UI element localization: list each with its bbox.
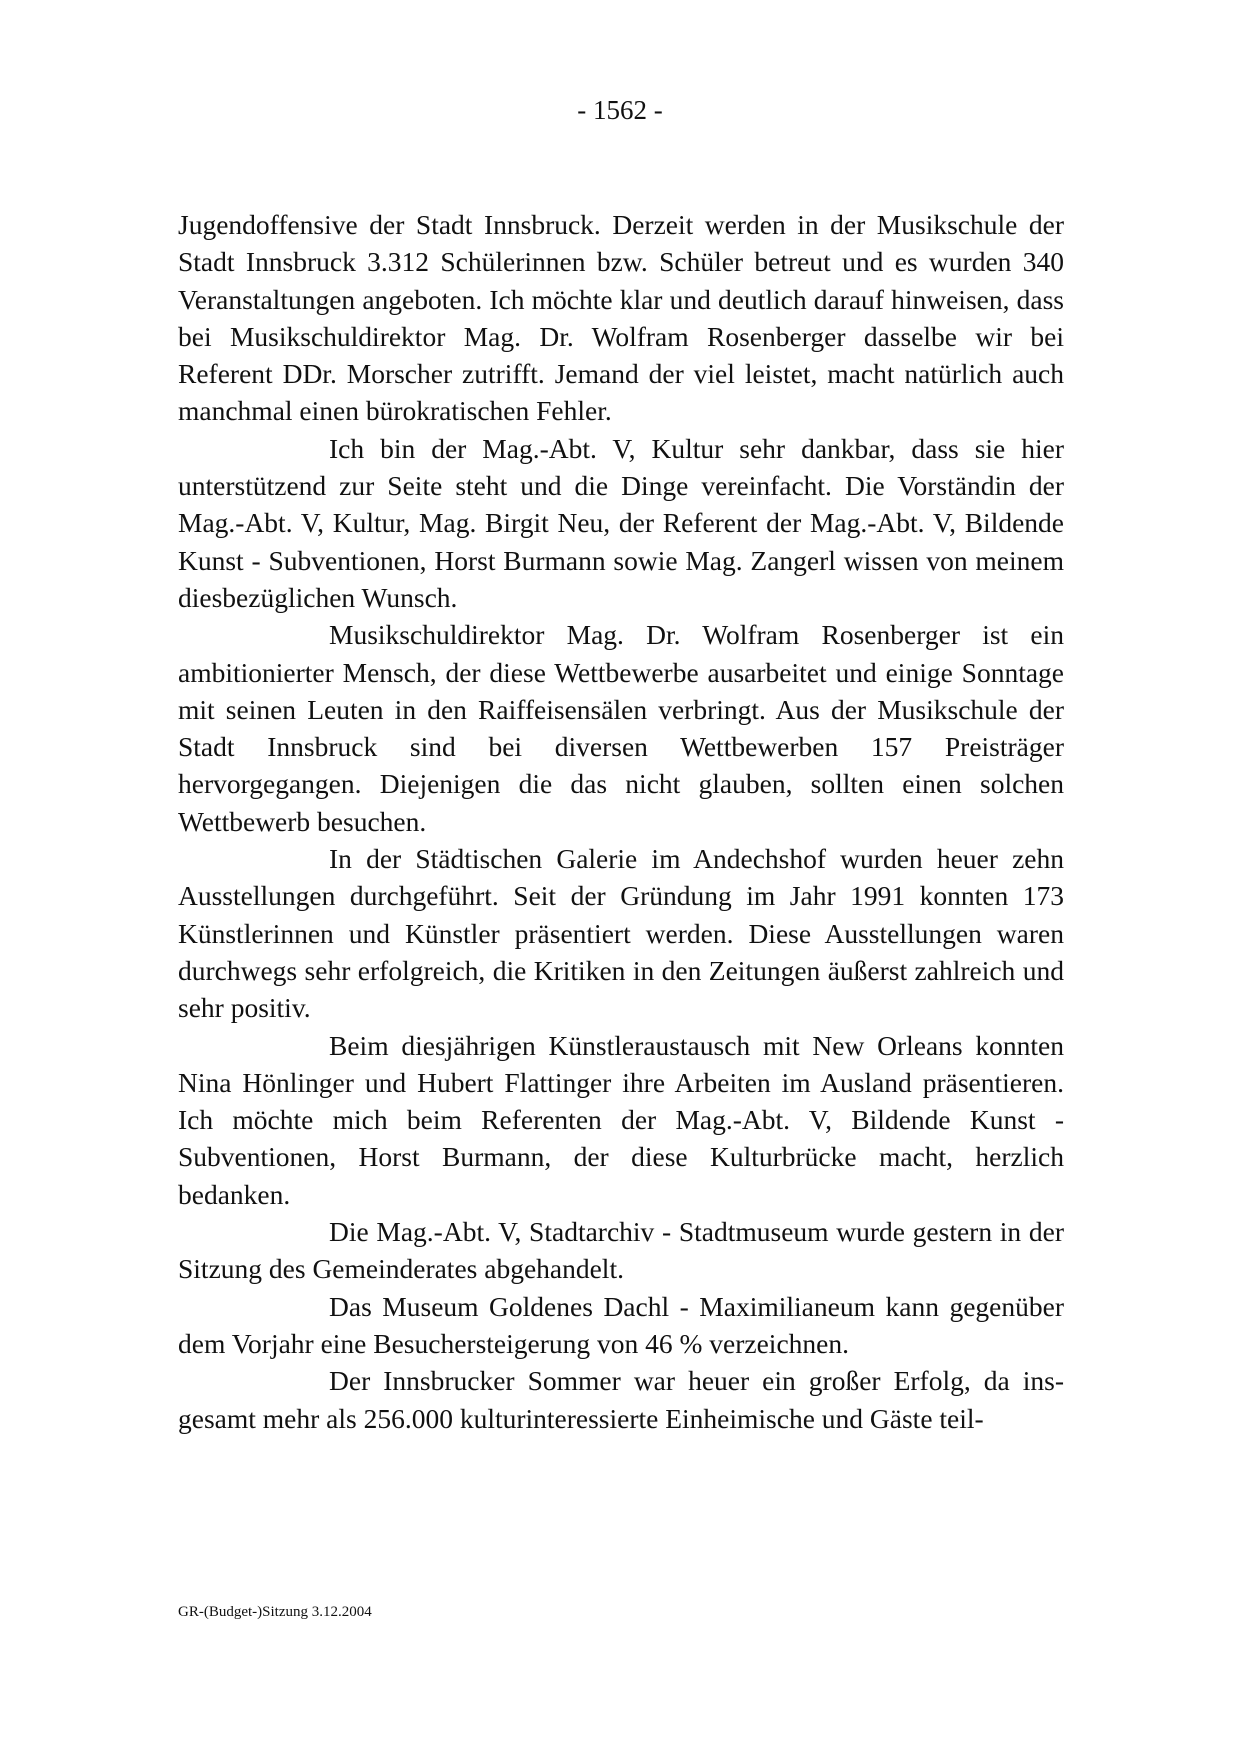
paragraph: Das Museum Goldenes Dachl - Maximilianeum kann gegenüber dem Vorjahr eine Besuchersteigerung von 46 % verzeichnen.	[178, 1290, 1064, 1359]
footer-session-label: GR-(Budget-)Sitzung 3.12.2004	[178, 1604, 372, 1620]
paragraph: Ich bin der Mag.-Abt. V, Kultur sehr dankbar, dass sie hier unterstützend zur Seite steht und die Dinge vereinfacht. Die Vorständin der Mag.-Abt. V, Kultur, Mag. Birgit Neu, der Referent der Mag.-Abt. V, Bildende Kunst - Subventionen, Horst Burmann sowie Mag. Zangerl wissen von meinem diesbezüglichen Wunsch.	[178, 432, 1064, 613]
paragraph: In der Städtischen Galerie im Andechshof wurden heuer zehn Ausstellungen durchgeführt. Seit der Gründung im Jahr 1991 konnten 173 Künstlerinnen und Künstler präsentiert werden. Diese Ausstellungen waren durchwegs sehr erfolgreich, die Kritiken in den Zeitungen äußerst zahlreich und sehr positiv.	[178, 843, 1064, 1024]
paragraph: Die Mag.-Abt. V, Stadtarchiv - Stadtmuseum wurde gestern in der Sitzung des Gemeinderates abgehandelt.	[178, 1216, 1064, 1285]
paragraph: Der Innsbrucker Sommer war heuer ein großer Erfolg, da insgesamt mehr als 256.000 kulturinteressierte Einheimische und Gäste teil-	[178, 1365, 1064, 1434]
paragraph: Jugendoffensive der Stadt Innsbruck. Derzeit werden in der Musikschule der Stadt Innsbruck 3.312 Schülerinnen bzw. Schüler betreut und es wurden 340 Veranstaltungen angeboten. Ich möchte klar und deutlich darauf hinweisen, dass bei Musikschuldirektor Mag. Dr. Wolfram Rosenberger dasselbe wir bei Referent DDr. Morscher zutrifft. Jemand der viel leistet, macht natürlich auch manchmal einen bürokratischen Fehler.	[178, 209, 1064, 427]
document-body	[178, 206, 1064, 1437]
paragraph: Musikschuldirektor Mag. Dr. Wolfram Rosenberger ist ein ambitionierter Mensch, der diese Wettbewerbe ausarbeitet und einige Sonntage mit seinen Leuten in den Raiffeisensälen verbringt. Aus der Musikschule der Stadt Innsbruck sind bei diversen Wettbewerben 157 Preisträger hervorgegangen. Diejenigen die das nicht glauben, sollten einen solchen Wettbewerb besuchen.	[178, 619, 1064, 837]
page-number: - 1562 -	[577, 95, 663, 125]
paragraph: Beim diesjährigen Künstleraustausch mit New Orleans konnten Nina Hönlinger und Hubert Flattinger ihre Arbeiten im Ausland präsentieren. Ich möchte mich beim Referenten der Mag.-Abt. V, Bildende Kunst - Subventionen, Horst Burmann, der diese Kulturbrücke macht, herzlich bedanken.	[178, 1029, 1064, 1210]
